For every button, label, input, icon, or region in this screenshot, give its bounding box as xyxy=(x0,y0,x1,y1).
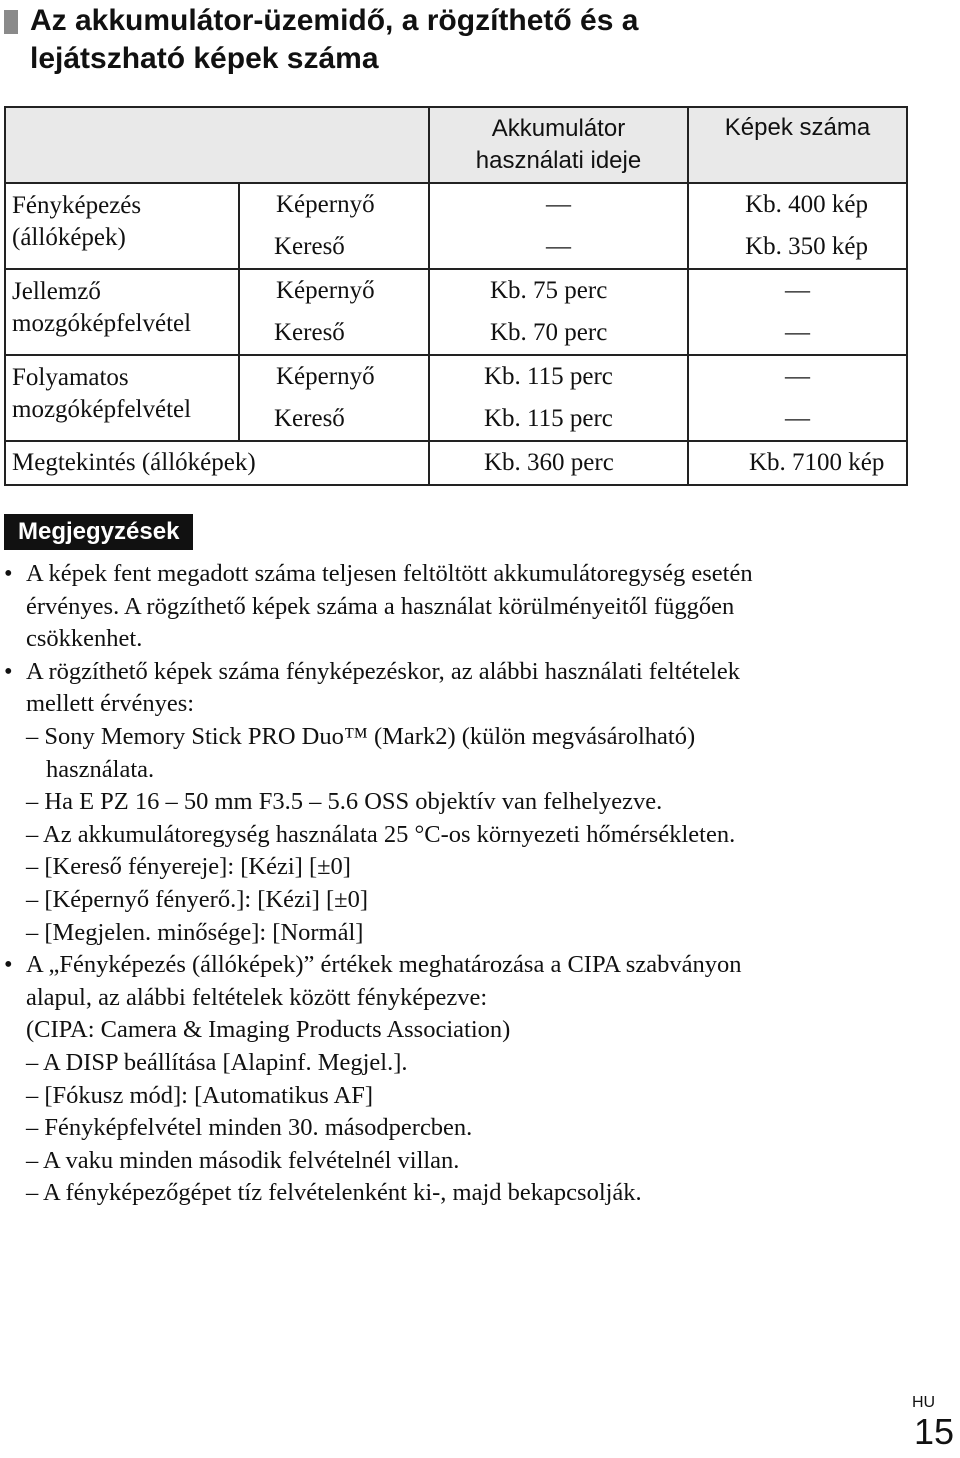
dash-icon: – xyxy=(26,1081,39,1109)
dash-icon: – xyxy=(26,885,39,913)
note-text: [Fókusz mód]: [Automatikus AF] xyxy=(44,1081,374,1109)
note-dash-item xyxy=(4,1177,914,1210)
time-cell: Kb. 75 perc xyxy=(429,269,688,312)
sub-cell: Kereső xyxy=(239,226,429,269)
images-cell: — xyxy=(688,398,907,441)
time-cell: Kb. 115 perc xyxy=(429,355,688,398)
dash-icon: – xyxy=(26,918,39,946)
note-dash-item xyxy=(4,819,914,852)
note-text: [Kereső fényereje]: [Kézi] [±0] xyxy=(44,853,351,881)
mode-cell: Fényképezés (állóképek) xyxy=(5,183,239,269)
images-cell: — xyxy=(688,312,907,355)
page-number: 15 xyxy=(914,1411,955,1452)
table-row xyxy=(5,183,907,226)
images-cell: — xyxy=(688,269,907,312)
table-row xyxy=(5,441,907,485)
page-title-line-1: Az akkumulátor-üzemidő, a rögzíthető és a xyxy=(30,4,639,37)
dash-icon: – xyxy=(26,788,39,816)
table-header-empty-cell xyxy=(5,107,429,183)
note-continuation: (CIPA: Camera & Imaging Products Association) xyxy=(26,1016,511,1044)
images-cell: Kb. 350 kép xyxy=(688,226,907,269)
note-text: A fényképezőgépet tíz felvételenként ki-, majd bekapcsolják. xyxy=(43,1179,642,1207)
note-dash-item xyxy=(4,1047,914,1080)
page-title xyxy=(30,2,944,78)
sub-cell: Képernyő xyxy=(239,183,429,226)
dash-icon: – xyxy=(26,1048,39,1076)
dash-icon: – xyxy=(26,1114,39,1142)
note-text: Sony Memory Stick PRO Duo™ (Mark2) (külön megvásárolható) xyxy=(44,722,696,750)
note-continuation: érvényes. A rögzíthető képek száma a használat körülményeitől függően xyxy=(26,592,735,620)
note-dash-item xyxy=(4,1112,914,1145)
table-row xyxy=(5,355,907,398)
images-cell: Kb. 400 kép xyxy=(688,183,907,226)
bullet-icon: • xyxy=(4,657,13,685)
time-cell: — xyxy=(429,183,688,226)
table-row xyxy=(5,269,907,312)
battery-table xyxy=(4,106,908,486)
dash-icon: – xyxy=(26,1179,39,1207)
note-text: [Megjelen. minősége]: [Normál] xyxy=(44,918,364,946)
mode-cell: Megtekintés (állóképek) xyxy=(5,441,429,485)
note-text: A vaku minden második felvételnél villan. xyxy=(43,1146,460,1174)
note-dash-item xyxy=(4,786,914,819)
header-images: Képek száma xyxy=(688,107,907,183)
note-bullet-item xyxy=(4,558,914,591)
note-bullet-item xyxy=(4,656,914,689)
section-heading xyxy=(4,2,944,78)
bullet-icon: • xyxy=(4,951,13,979)
dash-icon: – xyxy=(26,722,39,750)
note-text: A képek fent megadott száma teljesen feltöltött akkumulátoregység esetén xyxy=(26,560,753,587)
note-text: Fényképfelvétel minden 30. másodpercben. xyxy=(44,1114,473,1142)
images-cell: — xyxy=(688,355,907,398)
note-dash-item xyxy=(4,1145,914,1178)
dash-icon: – xyxy=(26,853,39,881)
dash-icon: – xyxy=(26,820,39,848)
note-text: A „Fényképezés (állóképek)” értékek meghatározása a CIPA szabványon xyxy=(26,951,742,979)
mode-cell: Folyamatos mozgóképfelvétel xyxy=(5,355,239,441)
note-text: A DISP beállítása [Alapinf. Megjel.]. xyxy=(43,1048,408,1076)
sub-cell: Képernyő xyxy=(239,355,429,398)
note-bullet-item xyxy=(4,949,914,982)
note-text: Ha E PZ 16 – 50 mm F3.5 – 5.6 OSS objektív van felhelyezve. xyxy=(44,788,663,816)
note-continuation: alapul, az alábbi feltételek között fényképezve: xyxy=(26,983,488,1011)
time-cell: Kb. 360 perc xyxy=(429,441,688,485)
time-cell: — xyxy=(429,226,688,269)
language-code: HU xyxy=(912,1394,936,1411)
header-battery-time: Akkumulátor használati ideje xyxy=(429,107,688,183)
images-cell: Kb. 7100 kép xyxy=(688,441,907,485)
note-text: [Képernyő fényerő.]: [Kézi] [±0] xyxy=(44,885,368,913)
note-text: Az akkumulátoregység használata 25 °C-os környezeti hőmérsékleten. xyxy=(43,820,736,848)
notes-label: Megjegyzések xyxy=(4,514,193,550)
dash-icon: – xyxy=(26,1146,39,1174)
note-continuation: csökkenhet. xyxy=(26,625,143,653)
sub-cell: Képernyő xyxy=(239,269,429,312)
note-dash-item xyxy=(4,917,914,950)
mode-cell: Jellemző mozgóképfelvétel xyxy=(5,269,239,355)
note-dash-continuation: használata. xyxy=(46,755,155,783)
note-dash-item xyxy=(4,721,914,754)
note-dash-item xyxy=(4,884,914,917)
page-title-line-2: lejátszható képek száma xyxy=(30,42,379,75)
bullet-icon: • xyxy=(4,560,13,587)
note-text: A rögzíthető képek száma fényképezéskor, az alábbi használati feltételek xyxy=(26,657,740,685)
notes-list xyxy=(4,558,914,1210)
table-header-row xyxy=(5,107,907,183)
time-cell: Kb. 70 perc xyxy=(429,312,688,355)
sub-cell: Kereső xyxy=(239,398,429,441)
heading-marker-icon xyxy=(4,10,18,34)
time-cell: Kb. 115 perc xyxy=(429,398,688,441)
note-dash-item xyxy=(4,1080,914,1113)
note-dash-item xyxy=(4,851,914,884)
sub-cell: Kereső xyxy=(239,312,429,355)
note-continuation: mellett érvényes: xyxy=(26,690,195,718)
